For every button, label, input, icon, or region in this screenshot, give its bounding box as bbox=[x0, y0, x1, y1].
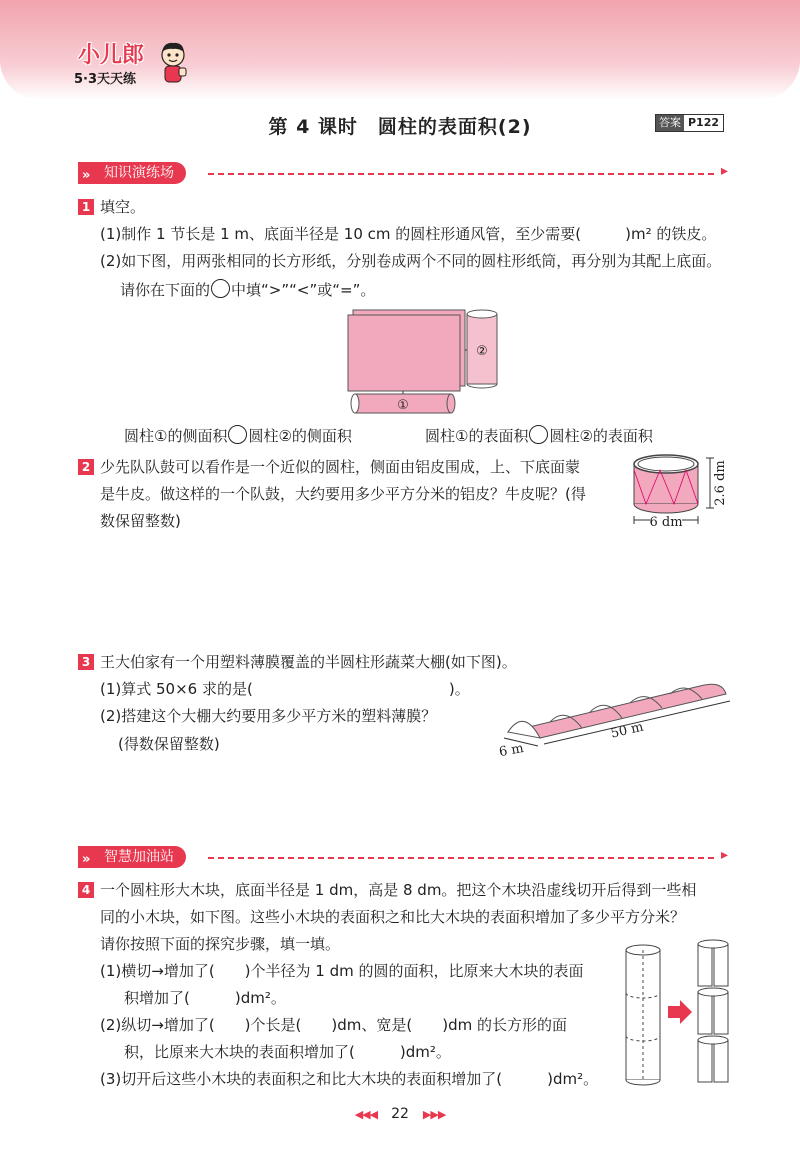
question-text: 同的小木块，如下图。这些小木块的表面积之和比大木块的表面积增加了多少平方分米？ bbox=[100, 908, 686, 926]
question-text: 请你按照下面的探究步骤，填一填。 bbox=[100, 935, 341, 953]
question-step: 积增加了( )dm²。 bbox=[124, 989, 286, 1007]
section-tag bbox=[78, 846, 186, 868]
next-arrows-icon: ▶▶▶ bbox=[422, 1108, 446, 1121]
compare-circle-icon[interactable] bbox=[228, 425, 247, 444]
question-part bbox=[100, 679, 470, 699]
section-label: 知识演练场 bbox=[104, 165, 174, 181]
question-number: 3 bbox=[78, 654, 94, 670]
wood-block-figure bbox=[618, 938, 738, 1090]
cylinder-2-top bbox=[467, 310, 497, 318]
question-part: (2)搭建这个大棚大约要用多少平方米的塑料薄膜？ bbox=[100, 707, 437, 725]
text-span: (1)算式 50×6 求的是( bbox=[100, 680, 253, 698]
question-part: (2)如下图，用两张相同的长方形纸，分别卷成两个不同的圆柱形纸筒，再分别为其配上底面。 bbox=[100, 252, 722, 270]
drum-width-label: 6 dm bbox=[649, 515, 683, 530]
cylinder-2-bottom bbox=[467, 384, 497, 388]
text-span: 圆柱①的表面积 bbox=[425, 427, 529, 445]
section-divider bbox=[208, 857, 714, 859]
page-footer bbox=[0, 1106, 800, 1122]
prev-arrows-icon: ◀◀◀ bbox=[354, 1108, 378, 1121]
mascot-icon bbox=[156, 40, 190, 86]
question-text: 一个圆柱形大木块，底面半径是 1 dm，高是 8 dm。把这个木块沿虚线切开后得到一些相 bbox=[100, 881, 697, 899]
question-step: (2)纵切→增加了( )个长是( )dm、宽是( )dm 的长方形的面 bbox=[100, 1016, 567, 1034]
question-number: 1 bbox=[78, 199, 94, 215]
drum-height-label: 2.6 dm bbox=[713, 460, 728, 506]
text-span: 请你在下面的 bbox=[120, 281, 211, 299]
page-number: 22 bbox=[391, 1106, 409, 1122]
text-span: )。 bbox=[448, 680, 470, 698]
big-cylinder-bottom bbox=[626, 1080, 660, 1085]
logo bbox=[72, 38, 192, 98]
cylinder-1-label: ① bbox=[397, 398, 409, 413]
text-span: (1)制作 1 节长是 1 m、底面半径是 10 cm 的圆柱形通风管，至少需要( bbox=[100, 225, 582, 243]
section-header-2 bbox=[78, 846, 728, 868]
text-span: 圆柱①的侧面积 bbox=[124, 427, 228, 445]
question-part bbox=[100, 224, 716, 244]
question-part bbox=[120, 279, 375, 300]
paper-sheet-1 bbox=[348, 315, 460, 391]
cylinder-1-end bbox=[351, 394, 359, 413]
cylinder-1-end bbox=[447, 394, 455, 413]
question-note: (得数保留整数) bbox=[118, 735, 220, 753]
answer-badge[interactable] bbox=[655, 114, 724, 132]
comparison-2 bbox=[425, 425, 653, 446]
section-header-1 bbox=[78, 162, 728, 184]
double-chevron-icon: » bbox=[82, 852, 91, 867]
section-label: 智慧加油站 bbox=[104, 849, 174, 865]
question-text: 填空。 bbox=[100, 198, 146, 216]
greenhouse-figure bbox=[490, 668, 740, 760]
text-span: 圆柱②的侧面积 bbox=[248, 427, 352, 445]
question-text: 数保留整数) bbox=[100, 512, 181, 530]
paper-roll-figure bbox=[345, 308, 515, 418]
question-step: (3)切开后这些小木块的表面积之和比大木块的表面积增加了( )dm²。 bbox=[100, 1070, 599, 1088]
question-number: 4 bbox=[78, 882, 94, 898]
greenhouse-end bbox=[508, 721, 540, 738]
cylinder-2-label: ② bbox=[476, 344, 488, 359]
question-text: 是牛皮。做这样的一个队鼓，大约要用多少平方分米的铝皮？牛皮呢？(得 bbox=[100, 485, 586, 503]
arrow-right-icon: ▸ bbox=[720, 163, 728, 179]
logo-sub-text: 5·3天天练 bbox=[74, 72, 137, 87]
question-text: 少先队队鼓可以看作是一个近似的圆柱，侧面由铝皮围成，上、下底面蒙 bbox=[100, 458, 581, 476]
drum-rim bbox=[638, 457, 694, 471]
logo-main-text: 小儿郎 bbox=[78, 43, 145, 68]
compare-circle-icon bbox=[211, 279, 230, 298]
answer-page: P122 bbox=[688, 116, 720, 129]
greenhouse-length-label: 50 m bbox=[609, 719, 645, 742]
arrow-right-icon bbox=[668, 1000, 692, 1024]
question-text: 王大伯家有一个用塑料薄膜覆盖的半圆柱形蔬菜大棚(如下图)。 bbox=[100, 653, 517, 671]
arrow-right-icon: ▸ bbox=[720, 847, 728, 863]
section-divider bbox=[208, 173, 714, 175]
double-chevron-icon: » bbox=[82, 168, 91, 183]
question-step: (1)横切→增加了( )个半径为 1 dm 的圆的面积，比原来大木块的表面 bbox=[100, 962, 584, 980]
comparison-1 bbox=[124, 425, 352, 446]
question-step: 积，比原来大木块的表面积增加了( )dm²。 bbox=[124, 1043, 451, 1061]
text-span: 中填“>”“<”或“=”。 bbox=[231, 281, 376, 299]
greenhouse-width-label: 6 m bbox=[497, 741, 525, 760]
answer-label: 答案 bbox=[656, 115, 684, 131]
drum-figure bbox=[626, 450, 736, 538]
question-number: 2 bbox=[78, 459, 94, 475]
section-tag bbox=[78, 162, 186, 184]
cut-pieces bbox=[698, 940, 728, 1082]
compare-circle-icon[interactable] bbox=[529, 425, 548, 444]
drum-bottom bbox=[634, 504, 698, 513]
text-span: 圆柱②的表面积 bbox=[549, 427, 653, 445]
text-span: )m² 的铁皮。 bbox=[625, 225, 717, 243]
page-title: 第 4 课时 圆柱的表面积(2) bbox=[268, 116, 532, 138]
